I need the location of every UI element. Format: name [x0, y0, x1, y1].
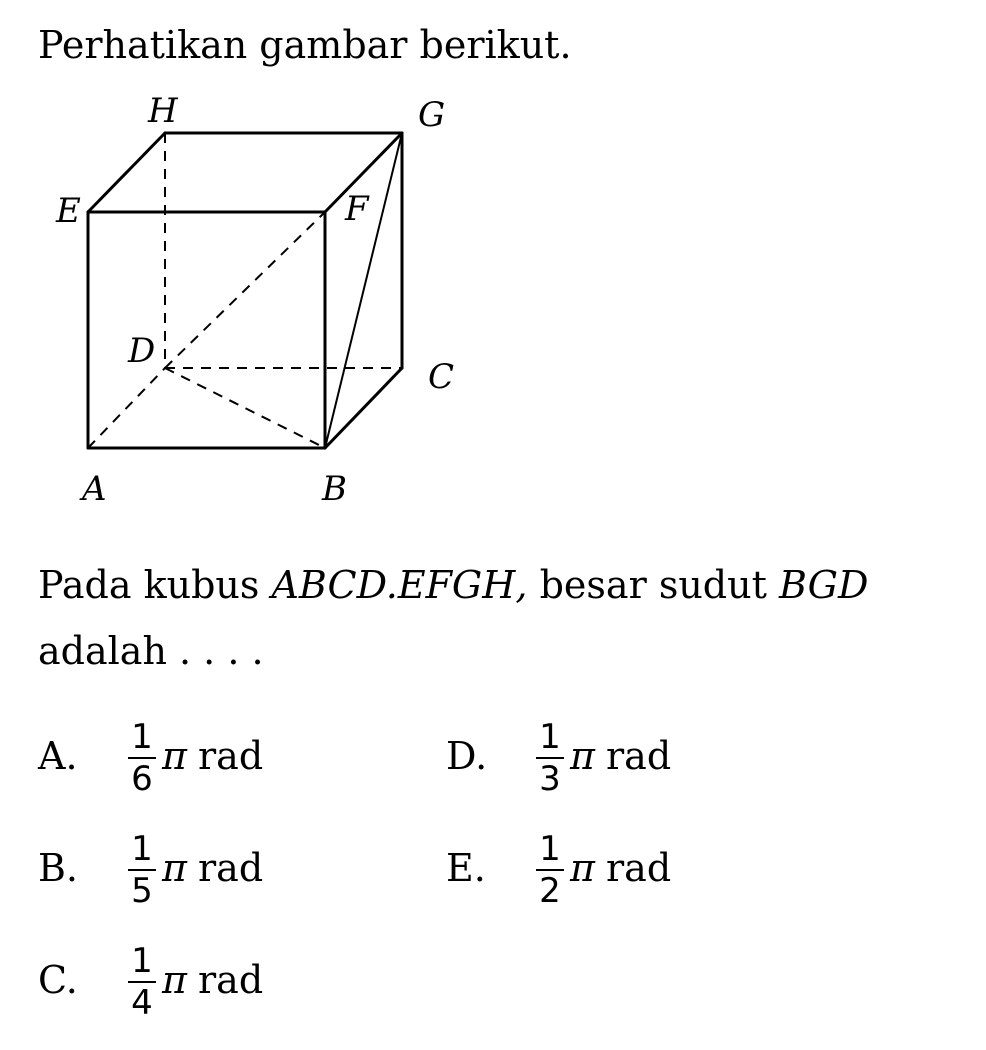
unit-label: rad [606, 734, 672, 778]
pi-symbol: π [162, 846, 187, 890]
vertex-label-c: C [428, 357, 455, 397]
fraction [126, 830, 158, 910]
fraction-denominator: 2 [539, 871, 561, 911]
fraction [126, 718, 158, 798]
option-letter: E. [446, 846, 486, 890]
vertex-label-e: E [56, 191, 81, 231]
fraction [534, 830, 566, 910]
unit-label: rad [198, 958, 264, 1002]
cube-figure [0, 0, 986, 520]
fraction-numerator: 1 [131, 941, 153, 981]
unit-label: rad [606, 846, 672, 890]
pi-symbol: π [162, 734, 187, 778]
vertex-label-g: G [418, 95, 446, 135]
hidden-segment-db [165, 368, 325, 448]
cube-name: ABCD.EFGH, [271, 563, 528, 607]
pi-symbol: π [570, 734, 595, 778]
fraction [534, 718, 566, 798]
intro-text: Perhatikan gambar berikut. [38, 23, 572, 67]
vertex-label-a: A [82, 469, 107, 509]
hidden-segment-dg [165, 212, 325, 368]
vertex-label-h: H [148, 91, 178, 131]
fraction-numerator: 1 [131, 717, 153, 757]
edge-cb [325, 368, 402, 448]
fraction-denominator: 6 [131, 759, 153, 799]
unit-label: rad [198, 734, 264, 778]
angle-name: BGD [778, 563, 869, 607]
hidden-edge-ad [88, 368, 165, 448]
pi-symbol: π [570, 846, 595, 890]
segment-bg [325, 133, 402, 448]
unit-label: rad [198, 846, 264, 890]
option-letter: B. [38, 846, 79, 890]
option-letter: A. [38, 734, 78, 778]
fraction [126, 942, 158, 1022]
option-letter: C. [38, 958, 78, 1002]
vertex-label-b: B [322, 469, 347, 509]
vertex-label-d: D [128, 331, 156, 371]
option-letter: D. [446, 734, 488, 778]
fraction-numerator: 1 [539, 829, 561, 869]
fraction-denominator: 3 [539, 759, 561, 799]
question-suffix: adalah . . . . [38, 629, 264, 673]
fraction-denominator: 5 [131, 871, 153, 911]
question-prefix: Pada kubus [38, 563, 260, 607]
fraction-numerator: 1 [539, 717, 561, 757]
question-text [38, 552, 968, 684]
fraction-denominator: 4 [131, 983, 153, 1023]
pi-symbol: π [162, 958, 187, 1002]
fraction-numerator: 1 [131, 829, 153, 869]
question-middle: besar sudut [539, 563, 767, 607]
edge-eh [88, 133, 165, 212]
vertex-label-f: F [345, 189, 369, 229]
